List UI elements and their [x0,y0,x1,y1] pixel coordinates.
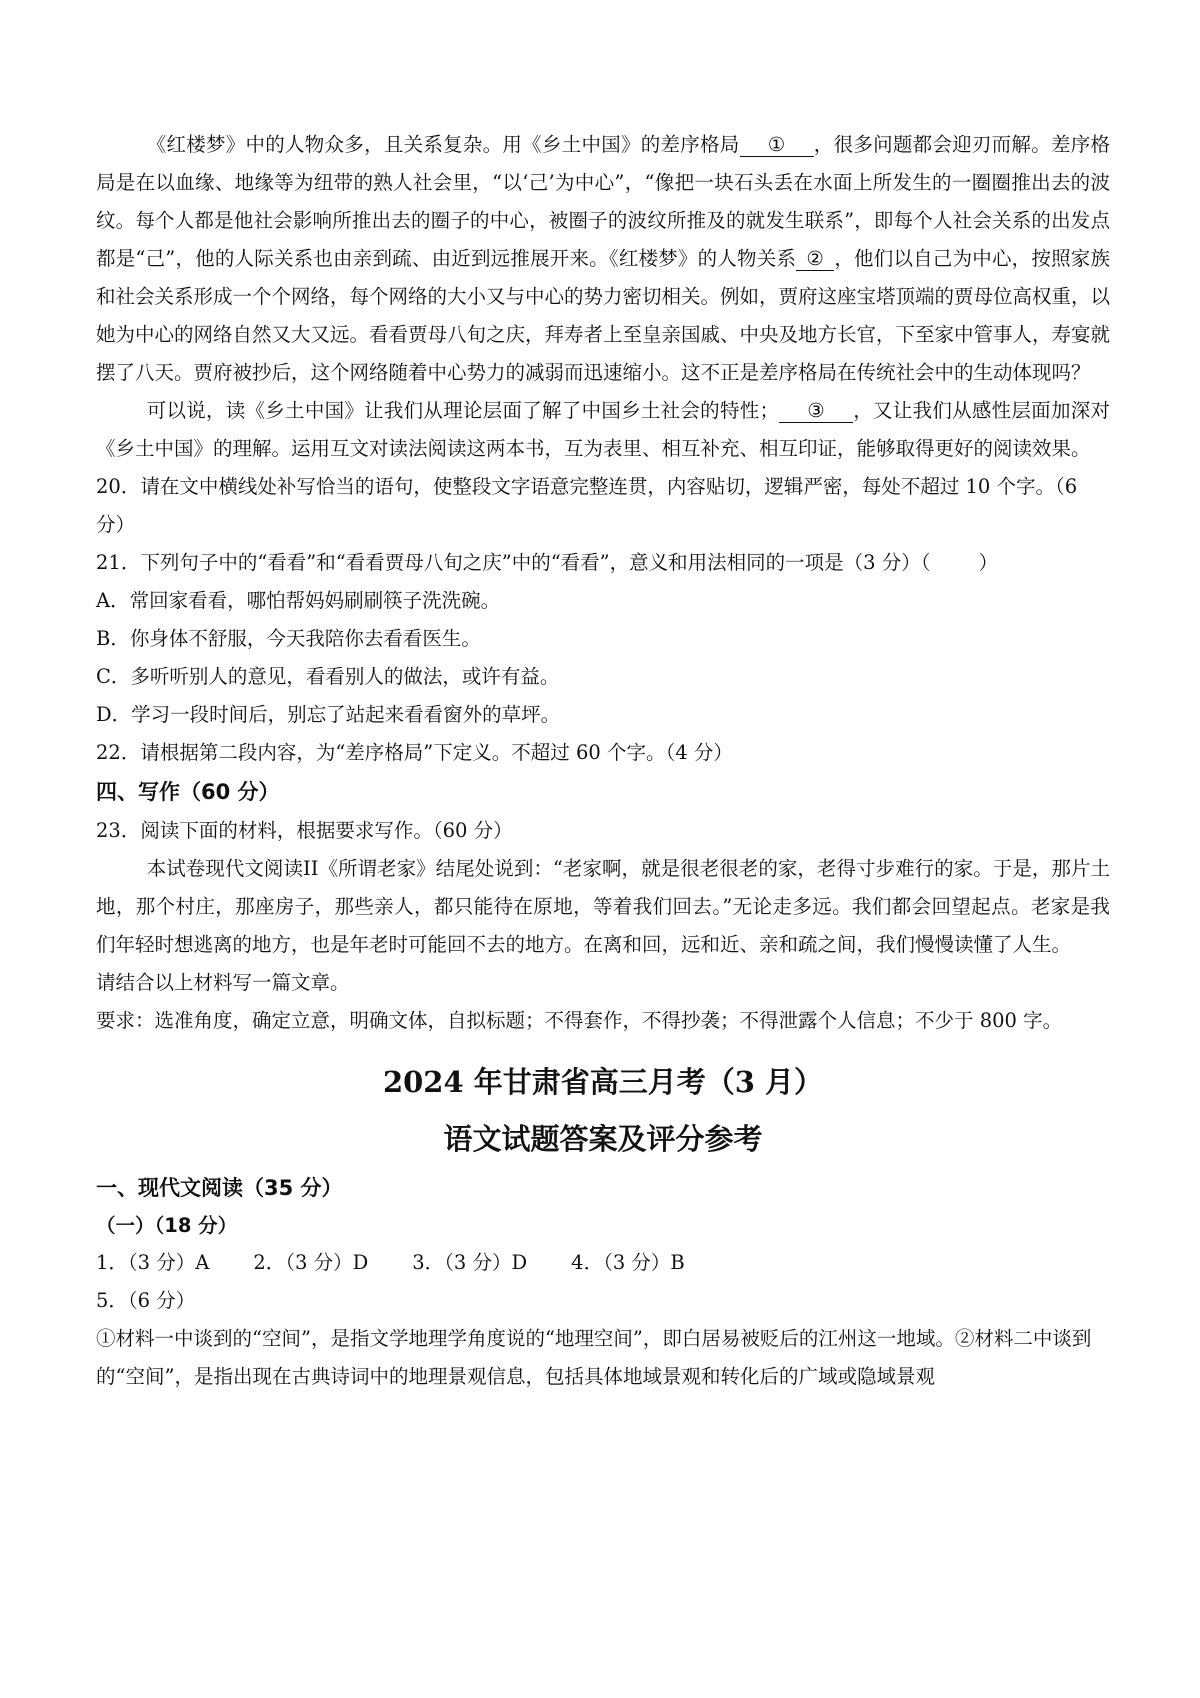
writing-section-heading: 四、写作（60 分） [96,780,280,804]
answer-2: 2．（3 分）D [253,1251,369,1274]
page-content [96,126,1110,1396]
option-b: B．你身体不舒服，今天我陪你去看看医生。 [96,627,481,650]
writing-material: 本试卷现代文阅读II《所谓老家》结尾处说到：“老家啊，就是很老很老的家，老得寸步难行的家。于是，那片土地，那个村庄，那座房子，那些亲人，都只能待在原地，等着我们回去。”无论走多远。我们都会回望起点。老家是我们年轻时想逃离的地方，也是年老时可能回不去的地方。在离和回，远和近、亲和疏之间，我们慢慢读懂了人生。 [96,857,1110,956]
option-c: C．多听听别人的意见，看看别人的做法，或许有益。 [96,665,560,688]
passage-paragraph-1 [96,126,1110,392]
answer-5-label: 5．（6 分） [96,1289,196,1312]
answer-3: 3．（3 分）D [412,1251,528,1274]
option-d: D．学习一段时间后，别忘了站起来看看窗外的草坪。 [96,703,561,726]
option-a: A．常回家看看，哪怕帮妈妈刷刷筷子洗洗碗。 [96,589,501,612]
question-21-text: 21．下列句子中的“看看”和“看看贾母八旬之庆”中的“看看”，意义和用法相同的一项是（3 分）（ [96,551,931,574]
question-20: 20．请在文中横线处补写恰当的语句，使整段文字语意完整连贯，内容贴切，逻辑严密，每处不超过 10 个字。（6 分） [96,475,1078,536]
passage-text: 可以说，读《乡土中国》让我们从理论层面了解了中国乡土社会的特性； [146,399,779,422]
answer-4: 4．（3 分）B [571,1251,685,1274]
answer-5-text: ①材料一中谈到的“空间”，是指文学地理学角度说的“地理空间”，即白居易被贬后的江州这一地域。②材料二中谈到的“空间”，是指出现在古典诗词中的地理景观信息，包括具体地域景观和转化后的广域或隐域景观 [96,1327,1092,1388]
passage-text: ，又让我们从感性层面加深对《乡土中国》的理解。运用互文对读法阅读这两本书，互为表里、相互补充、相互印证，能够取得更好的阅读效果。 [96,399,1110,460]
answer-section-1: 一、现代文阅读（35 分） [96,1176,343,1200]
question-23: 23．阅读下面的材料，根据要求写作。（60 分） [96,819,513,842]
answer-1: 1．（3 分）A [96,1251,210,1274]
question-21-close: ） [978,551,998,574]
answer-subsection-1: （一）（18 分） [96,1214,238,1237]
blank-1: ① [740,134,814,157]
writing-requirement: 要求：选准角度，确定立意，明确文体，自拟标题；不得套作，不得抄袭；不得泄露个人信息；不少于 800 字。 [96,1009,1063,1032]
passage-paragraph-2 [96,392,1110,468]
passage-text: ，他们以自己为中心，按照家族和社会关系形成一个个网络，每个网络的大小又与中心的势力密切相关。例如，贾府这座宝塔顶端的贾母位高权重，以她为中心的网络自然又大又远。看看贾母八旬之庆，拜寿者上至皇亲国戚、中央及地方长官，下至家中管事人，寿宴就摆了八天。贾府被抄后，这个网络随着中心势力的减弱而迅速缩小。这不正是差序格局在传统社会中的生动体现吗？ [96,247,1111,384]
blank-3: ③ [779,400,853,423]
writing-instruction: 请结合以上材料写一篇文章。 [96,971,350,994]
question-21 [96,544,1110,582]
question-22: 22．请根据第二段内容，为“差序格局”下定义。不超过 60 个字。（4 分） [96,741,733,764]
passage-text: 《红楼梦》中的人物众多，且关系复杂。用《乡土中国》的差序格局 [146,133,740,156]
answer-key-subtitle: 语文试题答案及评分参考 [443,1122,763,1156]
answer-list [96,1244,1110,1282]
blank-2: ② [796,248,834,271]
answer-key-title: 2024 年甘肃省高三月考（3 月） [382,1065,824,1099]
passage-text: ，很多问题都会迎刃而解。差序格局是在以血缘、地缘等为纽带的熟人社会里，“以‘己’为中心”，“像把一块石头丢在水面上所发生的一圈圈推出去的波纹。每个人都是他社会影响所推出去的圈子的中心，被圈子的波纹所推及的就发生联系”，即每个人社会关系的出发点都是“己”，他的人际关系也由亲到疏、由近到远推展开来。《红楼梦》的人物关系 [96,133,1110,270]
